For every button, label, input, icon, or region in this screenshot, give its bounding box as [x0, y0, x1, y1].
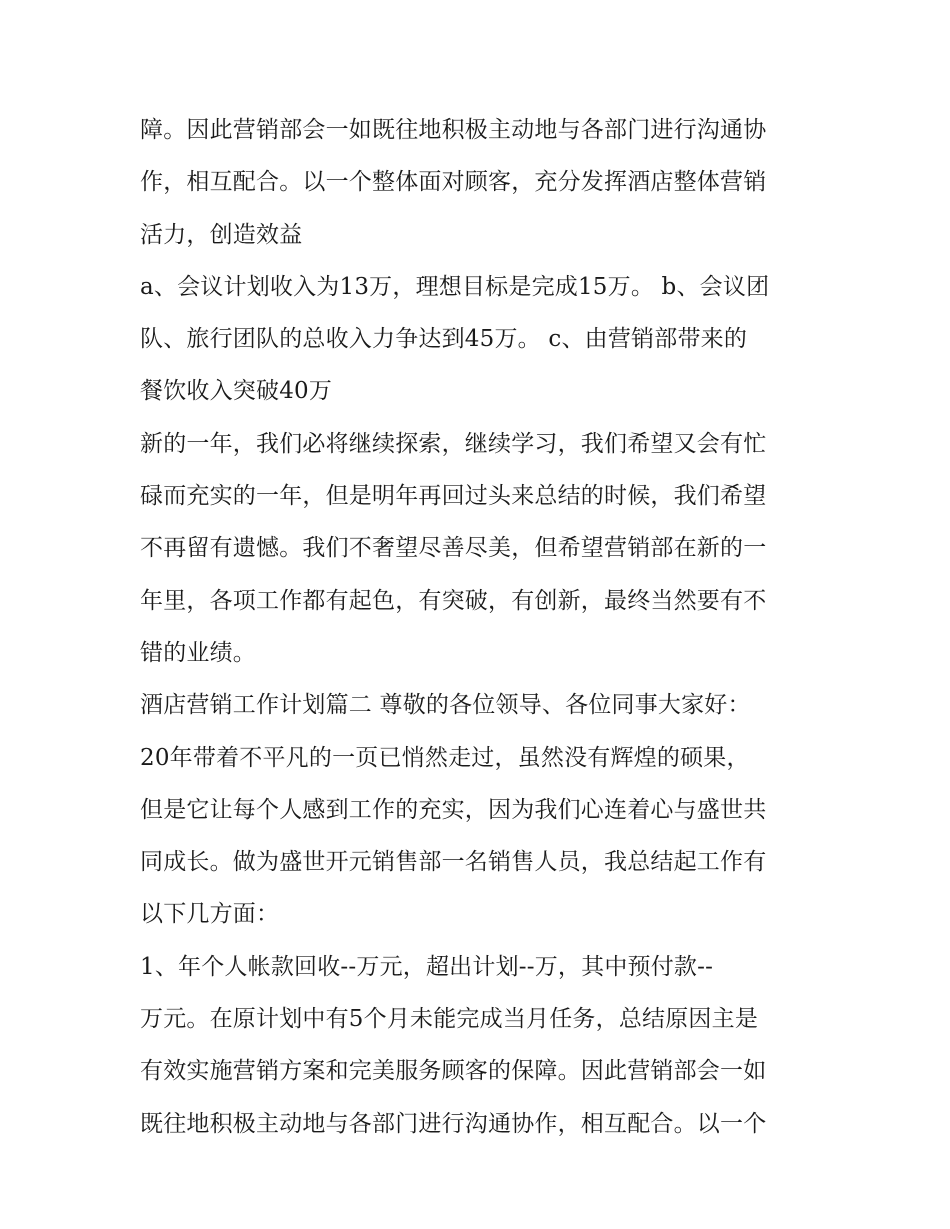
text-line: 1、年个人帐款回收--万元，超出计划--万，其中预付款-- [140, 953, 714, 980]
text-line: 但是它让每个人感到工作的充实，因为我们心连着心与盛世共 [140, 796, 767, 823]
text-line: 万元。在原计划中有5个月未能完成当月任务，总结原因主是 [140, 1006, 759, 1033]
text-line: 错的业绩。 [140, 639, 256, 666]
text-line: 年里，各项工作都有起色，有突破，有创新，最终当然要有不 [140, 587, 767, 614]
text-line: 既往地积极主动地与各部门进行沟通协作，相互配合。以一个 [140, 1110, 767, 1137]
document-body [140, 104, 820, 1150]
text-line: 碌而充实的一年，但是明年再回过头来总结的时候，我们希望 [140, 483, 767, 510]
text-line: 障。因此营销部会一如既往地积极主动地与各部门进行沟通协 [140, 117, 767, 143]
text-line: 酒店营销工作计划篇二 尊敬的各位领导、各位同事大家好： [140, 692, 751, 719]
text-line: a、会议计划收入为13万，理想目标是完成15万。 b、会议团 [140, 273, 770, 300]
text-line: 餐饮收入突破40万 [140, 378, 333, 405]
text-line: 队、旅行团队的总收入力争达到45万。 c、由营销部带来的 [140, 326, 748, 353]
text-line: 同成长。做为盛世开元销售部一名销售人员，我总结起工作有 [140, 849, 767, 876]
text-line: 20年带着不平凡的一页已悄然走过，虽然没有辉煌的硕果， [140, 744, 750, 771]
text-line: 活力，创造效益 [140, 221, 303, 248]
text-line: 以下几方面： [140, 901, 280, 928]
text-line: 有效实施营销方案和完美服务顾客的保障。因此营销部会一如 [140, 1058, 767, 1085]
text-line: 作，相互配合。以一个整体面对顾客，充分发挥酒店整体营销 [140, 169, 767, 196]
text-line: 新的一年，我们必将继续探索，继续学习，我们希望又会有忙 [140, 430, 767, 457]
text-line: 不再留有遗憾。我们不奢望尽善尽美，但希望营销部在新的一 [140, 535, 767, 562]
